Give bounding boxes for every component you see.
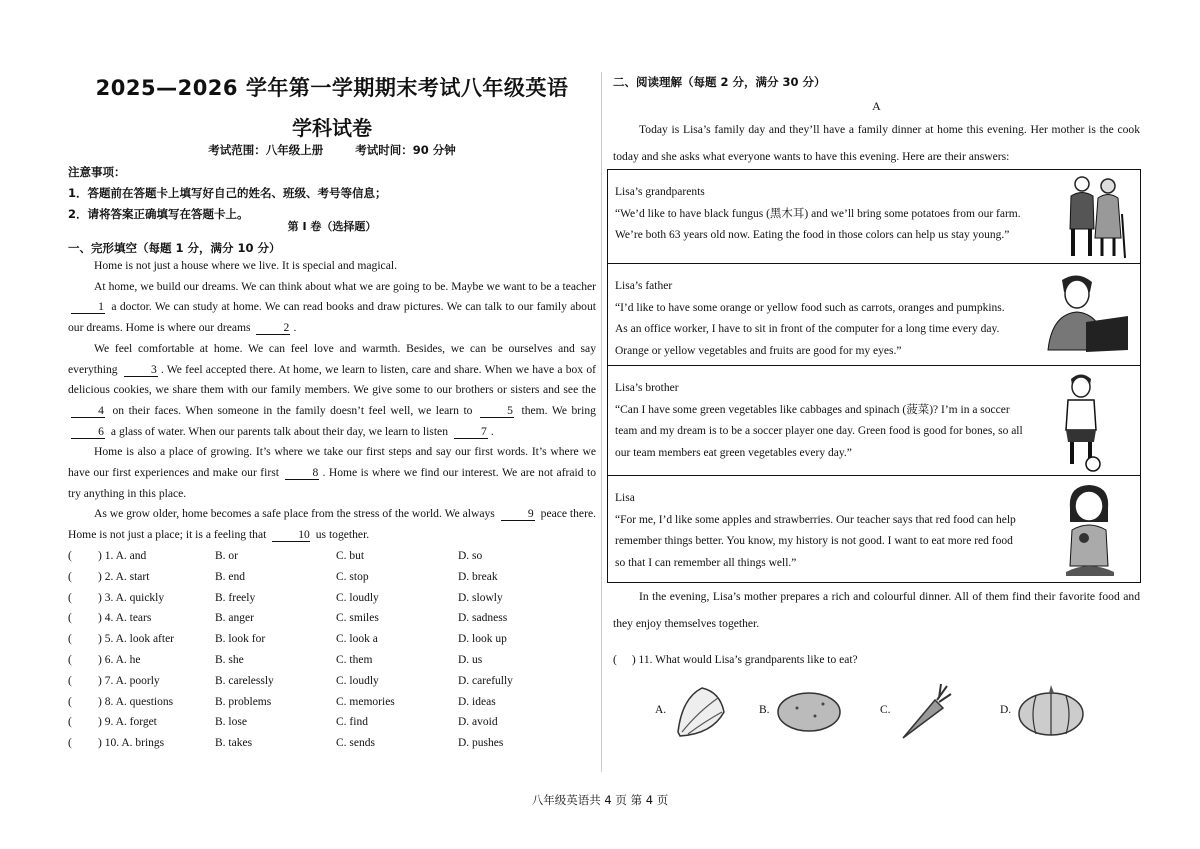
- answer-paren: (: [68, 591, 72, 604]
- passage-label: A: [872, 99, 881, 113]
- speaker-line: Orange or yellow vegetables and fruits are good for my eyes.”: [615, 344, 902, 357]
- option-text: C. find: [336, 716, 368, 729]
- exam-time: 考试时间：90 分钟: [355, 143, 456, 157]
- option-text: D. carefully: [458, 674, 513, 687]
- option-text: B. lose: [215, 716, 247, 729]
- choice-c-label: C.: [880, 704, 891, 716]
- cloze-paragraph: At home, we build our dreams. We can think about what we are going to be. Maybe we want to be a teacher 1 a doctor. We can study at home. We can read books and draw pictures. We can talk to our family about our dreams. Home is where our dreams 2 .: [68, 279, 597, 335]
- blank: 9: [501, 507, 535, 521]
- option-row: [68, 592, 596, 613]
- cloze-paragraph: Home is also a place of growing. It’s where we take our first steps and say our first words. It’s where we have our first experiences and make our first 8 . Home is where we find our interest. We are not afraid to try anything in this place.: [68, 445, 596, 500]
- option-text: ) 5. A. look after: [98, 633, 175, 646]
- closing-paragraph: In the evening, Lisa’s mother prepares a rich and colourful dinner. All of them find their favorite food and they enjoy themselves together.: [613, 590, 1140, 630]
- option-text: ) 1. A. and: [98, 550, 147, 562]
- option-row: [68, 612, 596, 633]
- option-text: B. look for: [215, 633, 266, 646]
- option-text: C. loudly: [336, 674, 379, 687]
- cabbage-icon: [668, 682, 732, 740]
- speaker-line: “Can I have some green vegetables like cabbages and spinach (菠菜)? I’m in a soccer: [615, 403, 1010, 416]
- closing-section: [613, 583, 1140, 637]
- option-text: C. smiles: [336, 612, 379, 625]
- option-text: C. them: [336, 653, 373, 666]
- option-text: B. carelessly: [215, 674, 274, 687]
- option-text: D. ideas: [458, 695, 496, 708]
- father-illustration: [1040, 272, 1132, 356]
- option-text: C. memories: [336, 695, 395, 708]
- exam-meta: [68, 142, 596, 158]
- lisa-illustration: [1058, 482, 1120, 578]
- answer-row: [608, 365, 1140, 476]
- speaker-name: Lisa: [615, 492, 635, 504]
- option-text: D. slowly: [458, 591, 503, 604]
- option-text: D. pushes: [458, 737, 504, 750]
- answer-paren: (: [613, 654, 617, 666]
- option-text: B. problems: [215, 695, 272, 708]
- cloze-paragraph: We feel comfortable at home. We can feel love and warmth. Besides, we can be ourselves and say everything 3 . We feel accepted there. At home, we learn to listen, care and share. When we have a box of delicious cookies, we share them with our family members. We give some to our brothers or sisters and see the 4 on their faces. When someone in the family doesn’t feel well, we learn to 5 them. We bring 6 a glass of water. When our parents talk about their day, we learn to listen 7 .: [68, 341, 596, 438]
- option-row: [68, 696, 596, 717]
- potato-icon: [775, 688, 843, 736]
- speaker-line: team and my dream is to be a soccer player one day. Green food is good for bones, so all: [615, 425, 1023, 437]
- speaker-line: our team members eat green vegetables every day.”: [615, 446, 852, 459]
- blank: 4: [71, 404, 105, 418]
- blank: 2: [256, 321, 290, 335]
- blank: 10: [272, 528, 310, 542]
- option-text: ) 2. A. start: [98, 570, 150, 583]
- option-text: ) 9. A. forget: [98, 716, 157, 729]
- answer-paren: (: [68, 612, 72, 625]
- question-text: ) 11. What would Lisa’s grandparents like to eat?: [631, 654, 858, 666]
- answer-paren: (: [68, 550, 72, 562]
- speaker-line: remember things better. You know, my history is not good. I want to eat more red food: [615, 535, 1013, 547]
- speaker-line: “We’d like to have black fungus (黑木耳) and we’ll bring some potatoes from our farm.: [615, 207, 1021, 220]
- blank: 3: [124, 363, 158, 377]
- option-text: C. sends: [336, 737, 375, 750]
- cloze-section: [68, 240, 596, 546]
- option-text: ) 8. A. questions: [98, 695, 174, 708]
- option-text: B. anger: [215, 612, 254, 625]
- option-text: D. sadness: [458, 612, 508, 625]
- blank: 7: [454, 425, 488, 439]
- carrot-icon: [895, 682, 953, 742]
- option-text: ) 4. A. tears: [98, 612, 152, 625]
- option-row: [68, 571, 596, 592]
- blank: 6: [71, 425, 105, 439]
- intro-paragraph: Today is Lisa’s family day and they’ll have a family dinner at home this evening. Her mother is the cook today and she asks what everyone wants to have this evening. Here are their answers:: [613, 123, 1140, 163]
- speaker-line: As an office worker, I have to sit in front of the computer for a long time every day.: [615, 323, 1000, 335]
- exam-subtitle: 学科试卷: [292, 116, 372, 140]
- option-row: [68, 675, 596, 696]
- option-text: B. takes: [215, 737, 253, 750]
- notes-item: 1．答题前在答题卡上填写好自己的姓名、班级、考号等信息；: [68, 186, 387, 200]
- speaker-name: Lisa’s father: [615, 280, 673, 292]
- choice-a-label: A.: [655, 704, 667, 716]
- cloze-paragraph: Home is not just a house where we live. It is special and magical.: [94, 259, 397, 272]
- option-text: B. she: [215, 653, 244, 666]
- section-heading: 一、完形填空（每题 1 分，满分 10 分）: [68, 241, 281, 255]
- option-text: ) 7. A. poorly: [98, 674, 160, 687]
- choice-b-label: B.: [759, 704, 770, 716]
- option-text: ) 3. A. quickly: [98, 591, 165, 604]
- pumpkin-icon: [1016, 682, 1086, 738]
- speaker-line: so that I can remember all things well.”: [615, 556, 797, 569]
- answer-paren: (: [68, 695, 72, 708]
- option-row: [68, 654, 596, 675]
- speaker-line: “For me, I’d like some apples and strawberries. Our teacher says that red food can help: [615, 513, 1016, 526]
- blank: 5: [480, 404, 514, 418]
- notes-item: 2．请将答案正确填写在答题卡上。: [68, 207, 249, 221]
- option-text: D. so: [458, 550, 483, 562]
- cloze-paragraph: As we grow older, home becomes a safe place from the stress of the world. We always 9 peace there. Home is not just a place; it is a feeling that 10 us together.: [68, 507, 596, 542]
- option-text: D. avoid: [458, 716, 498, 729]
- option-text: D. look up: [458, 633, 507, 646]
- speaker-line: “I’d like to have some orange or yellow food such as carrots, oranges and pumpkins.: [615, 301, 1005, 314]
- answer-row: [608, 263, 1140, 366]
- speaker-name: Lisa’s brother: [615, 382, 679, 394]
- question-11: [613, 654, 858, 666]
- exam-scope: 考试范围：八年级上册: [208, 143, 324, 157]
- answer-row: [608, 475, 1140, 583]
- answer-paren: (: [68, 674, 72, 687]
- blank: 1: [71, 300, 105, 314]
- answers-table: [607, 169, 1141, 583]
- speaker-line: We’re both 63 years old now. Eating the food in those colors can help us stay young.”: [615, 229, 1010, 241]
- option-text: B. or: [215, 550, 238, 562]
- option-text: B. end: [215, 570, 246, 583]
- column-divider: [601, 72, 602, 772]
- answer-paren: (: [68, 737, 72, 750]
- cloze-options: [68, 550, 596, 758]
- option-row: [68, 633, 596, 654]
- option-text: D. us: [458, 653, 483, 666]
- exam-title: 2025—2026 学年第一学期期末考试八年级英语: [95, 76, 569, 100]
- option-text: ) 6. A. he: [98, 653, 141, 666]
- option-text: B. freely: [215, 591, 256, 604]
- notes: [68, 162, 387, 225]
- notes-heading: 注意事项：: [68, 165, 126, 179]
- part-heading: 第 I 卷（选择题）: [287, 220, 377, 233]
- answer-paren: (: [68, 570, 72, 583]
- grandparents-illustration: [1062, 174, 1132, 260]
- choice-d-label: D.: [1000, 704, 1012, 716]
- option-row: [68, 716, 596, 737]
- blank: 8: [285, 466, 319, 480]
- option-text: ) 10. A. brings: [98, 737, 165, 750]
- brother-illustration: [1058, 372, 1104, 472]
- option-row: [68, 737, 596, 758]
- page-footer: 八年级英语共 4 页 第 4 页: [531, 793, 669, 807]
- section-heading: 二、阅读理解（每题 2 分，满分 30 分）: [613, 75, 826, 89]
- answer-paren: (: [68, 653, 72, 666]
- right-column: [613, 74, 1140, 170]
- answer-row: [608, 170, 1140, 263]
- option-text: C. stop: [336, 570, 369, 583]
- option-text: C. loudly: [336, 591, 379, 604]
- answer-paren: (: [68, 633, 72, 646]
- answer-paren: (: [68, 716, 72, 729]
- option-row: [68, 550, 596, 571]
- option-text: D. break: [458, 570, 498, 583]
- option-text: C. but: [336, 550, 365, 562]
- option-text: C. look a: [336, 633, 378, 646]
- speaker-name: Lisa’s grandparents: [615, 186, 705, 198]
